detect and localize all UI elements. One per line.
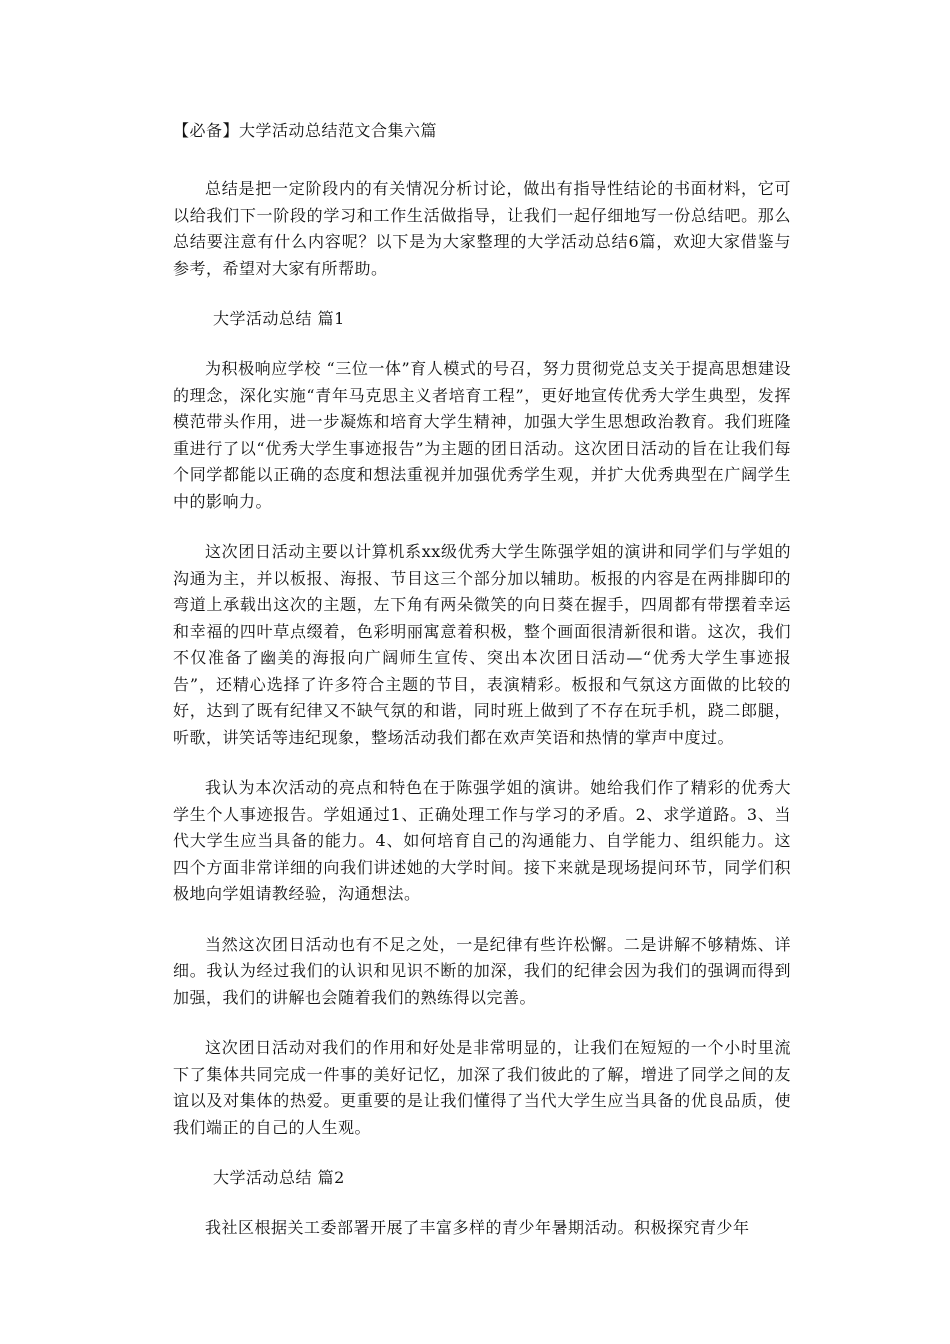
section-1-paragraph: 为积极响应学校 “三位一体”育人模式的号召，努力贯彻党总支关于提高思想建设的理念，深化实施“青年马克思主义者培育工程”，更好地宣传优秀大学生典型，发挥模范带头作用，进一步凝炼和培育大学生精神，加强大学生思想政治教育。我们班隆重进行了以“优秀大学生事迹报告”为主题的团日活动。这次团日活动的旨在让我们每个同学都能以正确的态度和想法重视并加强优秀学生观，并扩大优秀典型在广阔学生中的影响力。 (173, 359, 791, 511)
section-1-paragraph: 这次团日活动对我们的作用和好处是非常明显的，让我们在短短的一个小时里流下了集体共同完成一件事的美好记忆，加深了我们彼此的了解，增进了同学之间的友谊以及对集体的热爱。更重要的是让我们懂得了当代大学生应当具备的优良品质，使我们端正的自己的人生观。 (173, 1038, 791, 1137)
document-title: 【必备】大学活动总结范文合集六篇 (173, 121, 438, 140)
section-1-paragraph: 这次团日活动主要以计算机系xx级优秀大学生陈强学姐的演讲和同学们与学姐的沟通为主，并以板报、海报、节目这三个部分加以辅助。板报的内容是在两排脚印的弯道上承载出这次的主题，左下角有两朵微笑的向日葵在握手，四周都有带摆着幸运和幸福的四叶草点缀着，色彩明丽寓意着积极，整个画面很清新很和谐。这次，我们不仅准备了幽美的海报向广阔师生宣传、突出本次团日活动—“优秀大学生事迹报告”，还精心选择了许多符合主题的节目，表演精彩。板报和气氛这方面做的比较的好，达到了既有纪律又不缺气氛的和谐，同时班上做到了不存在玩手机，跷二郎腿，听歌，讲笑话等违纪现象，整场活动我们都在欢声笑语和热情的掌声中度过。 (173, 542, 791, 747)
section-2-heading: 大学活动总结 篇2 (213, 1168, 345, 1187)
section-1-paragraph: 我认为本次活动的亮点和特色在于陈强学姐的演讲。她给我们作了精彩的优秀大学生个人事迹报告。学姐通过1、正确处理工作与学习的矛盾。2、求学道路。3、当代大学生应当具备的能力。4、如何培育自己的沟通能力、自学能力、组织能力。这四个方面非常详细的向我们讲述她的大学时间。接下来就是现场提问环节，同学们积极地向学姐请教经验，沟通想法。 (173, 778, 791, 903)
intro-paragraph: 总结是把一定阶段内的有关情况分析讨论，做出有指导性结论的书面材料，它可以给我们下一阶段的学习和工作生活做指导，让我们一起仔细地写一份总结吧。那么总结要注意有什么内容呢？以下是为大家整理的大学活动总结6篇，欢迎大家借鉴与参考，希望对大家有所帮助。 (173, 179, 791, 278)
section-2-paragraph: 我社区根据关工委部署开展了丰富多样的青少年暑期活动。积极探究青少年 (205, 1218, 750, 1237)
section-1-heading: 大学活动总结 篇1 (213, 309, 345, 328)
document-body (173, 118, 791, 1242)
section-1-paragraph: 当然这次团日活动也有不足之处，一是纪律有些许松懈。二是讲解不够精炼、详细。我认为经过我们的认识和见识不断的加深，我们的纪律会因为我们的强调而得到加强，我们的讲解也会随着我们的熟练得以完善。 (173, 934, 791, 1007)
